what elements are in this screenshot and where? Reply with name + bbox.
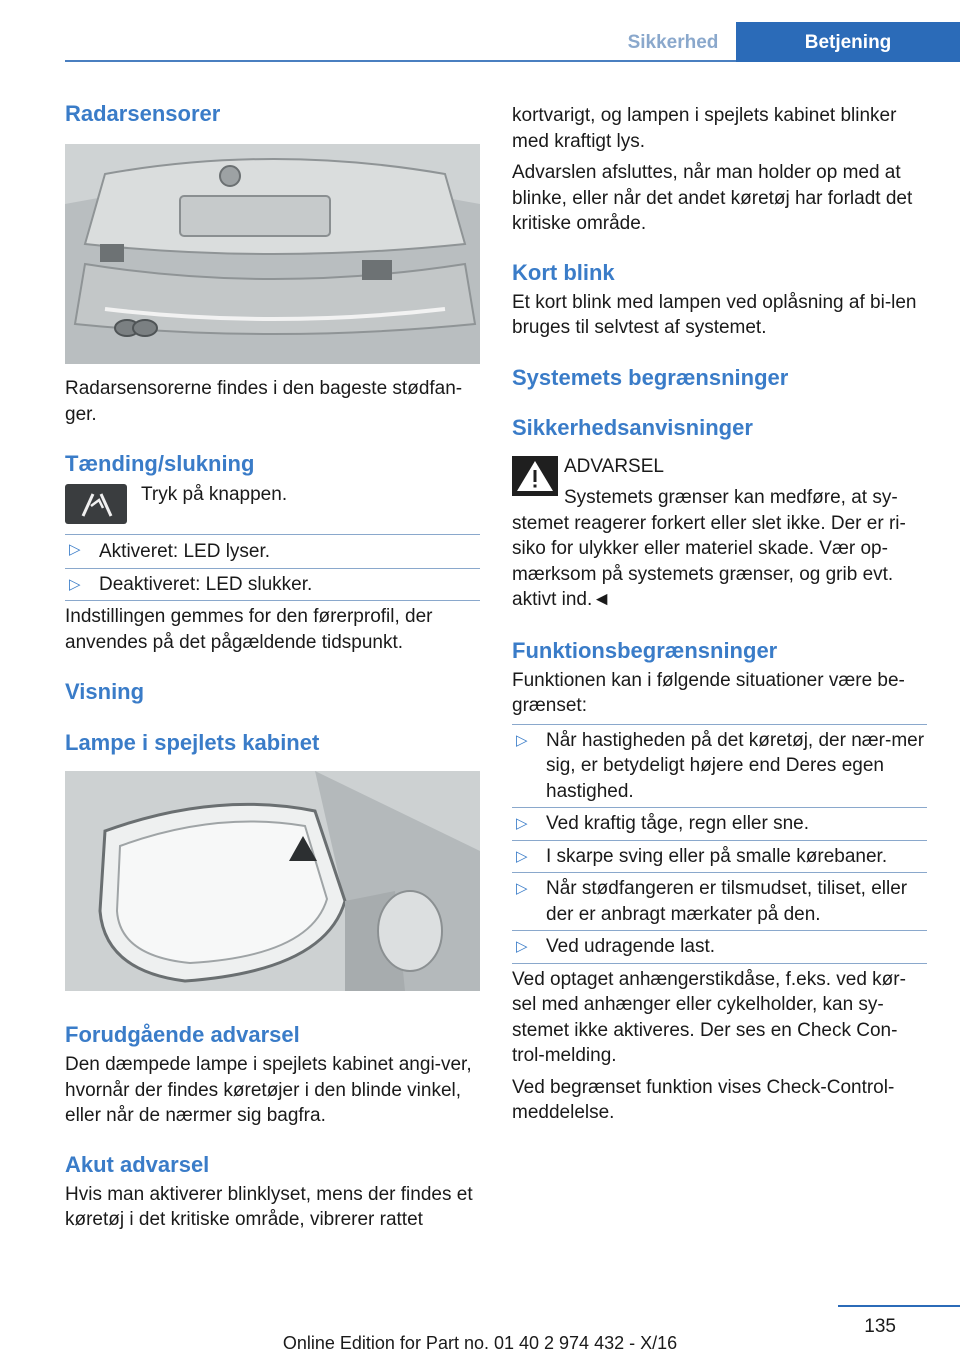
right-column bbox=[512, 100, 927, 1126]
limits-heading: Systemets begrænsninger bbox=[512, 364, 789, 390]
rear-bumper-image bbox=[65, 144, 480, 364]
trailer-text: Ved optaget anhængerstikdåse, f.eks. ved kør-sel med anhænger eller cykelholder, kan sy-stemet ikke aktiveres. Der ses en Check Con-trol-melding. bbox=[512, 963, 927, 1069]
acute-heading: Akut advarsel bbox=[65, 1151, 210, 1177]
triangle-bullet-icon: ▷ bbox=[516, 731, 528, 749]
blind-spot-icon bbox=[65, 484, 127, 524]
switch-button-text: Tryk på knappen. bbox=[141, 484, 288, 505]
page-number: 135 bbox=[864, 1316, 896, 1337]
list-item: ▷ I skarpe sving eller på smalle kørebaner. bbox=[512, 840, 927, 873]
left-column bbox=[65, 100, 480, 1233]
separator bbox=[65, 534, 480, 535]
safety-heading: Sikkerhedsanvisninger bbox=[512, 414, 753, 440]
triangle-bullet-icon: ▷ bbox=[516, 847, 528, 865]
list-item: ▷ Ved udragende last. bbox=[512, 930, 927, 963]
warning-triangle-icon bbox=[512, 456, 558, 496]
list-item: ▷ Når stødfangeren er tilsmudset, tiliset, eller der er anbragt mærkater på den. bbox=[512, 872, 927, 930]
mirror-figure bbox=[65, 771, 480, 991]
edition-footer: Online Edition for Part no. 01 40 2 974 432 - X/16 bbox=[282, 1333, 678, 1353]
lane-assist-button[interactable] bbox=[65, 484, 127, 524]
function-intro: Funktionen kan i følgende situationer være be-grænset: bbox=[512, 669, 905, 716]
radar-heading: Radarsensorer bbox=[65, 101, 221, 126]
rear-bumper-figure bbox=[65, 144, 480, 364]
pre-text: Den dæmpede lampe i spejlets kabinet angi-ver, hvornår der findes køretøjer i den blinde vinkel, eller når de nærmer sig bagfra. bbox=[65, 1054, 472, 1126]
list-item: ▷ Deaktiveret: LED slukker. bbox=[65, 568, 480, 601]
triangle-bullet-icon: ▷ bbox=[516, 938, 528, 955]
switch-heading: Tænding/slukning bbox=[65, 451, 255, 476]
warning-text: stemet reagerer forkert eller slet ikke. Der er ri-siko for ulykker eller materiel skade. Vær op-mærksom på systemets grænser, og grib evt. aktivt ind.◄ bbox=[512, 512, 906, 610]
footer-rule bbox=[838, 1305, 960, 1307]
acute-text: Hvis man aktiverer blinklyset, mens der findes et køretøj i det kritiske område, vibrerer rattet bbox=[65, 1183, 473, 1230]
switch-row bbox=[65, 482, 480, 534]
triangle-bullet-icon: ▷ bbox=[516, 815, 528, 832]
function-limits-heading: Funktionsbegrænsninger bbox=[512, 637, 778, 663]
triangle-bullet-icon: ▷ bbox=[516, 880, 528, 897]
list-item: ▷ Når hastigheden på det køretøj, der nær-mer sig, er betydeligt højere end Deres egen hastighed. bbox=[512, 724, 927, 808]
mirror-image bbox=[65, 771, 480, 991]
list-item: ▷ Aktiveret: LED lyser. bbox=[65, 537, 480, 568]
warning-block bbox=[512, 454, 927, 613]
tab-sikkerhed[interactable]: Sikkerhed bbox=[627, 32, 719, 53]
acute-continued-text: kortvarigt, og lampen i spejlets kabinet blinker med kraftigt lys. bbox=[512, 105, 897, 152]
triangle-bullet-icon: ▷ bbox=[69, 541, 81, 558]
warning-label: ADVARSEL bbox=[564, 455, 664, 477]
switch-list bbox=[65, 537, 480, 600]
lamp-heading: Lampe i spejlets kabinet bbox=[65, 730, 320, 755]
function-list bbox=[512, 724, 927, 963]
triangle-bullet-icon: ▷ bbox=[69, 575, 81, 593]
list-item: ▷ Ved kraftig tåge, regn eller sne. bbox=[512, 807, 927, 840]
radar-text: Radarsensorerne findes i den bageste stødfan-ger. bbox=[65, 378, 463, 425]
acute-end-text: Advarslen afsluttes, når man holder op med at blinke, eller når det andet køretøj har forladt det kritiske område. bbox=[512, 162, 913, 234]
tab-betjening[interactable]: Betjening bbox=[736, 22, 960, 62]
short-blink-text: Et kort blink med lampen ved oplåsning af bi-len bruges til selvtest af systemet. bbox=[512, 291, 917, 338]
switch-note: Indstillingen gemmes for den førerprofil, der anvendes på det pågældende tidspunkt. bbox=[65, 600, 480, 655]
limited-text: Ved begrænset funktion vises Check-Control-meddelelse. bbox=[512, 1076, 895, 1123]
warning-first-line: Systemets grænser kan medføre, at sy- bbox=[564, 487, 898, 508]
display-heading: Visning bbox=[65, 679, 145, 704]
short-blink-heading: Kort blink bbox=[512, 259, 615, 285]
pre-heading: Forudgående advarsel bbox=[65, 1022, 300, 1047]
